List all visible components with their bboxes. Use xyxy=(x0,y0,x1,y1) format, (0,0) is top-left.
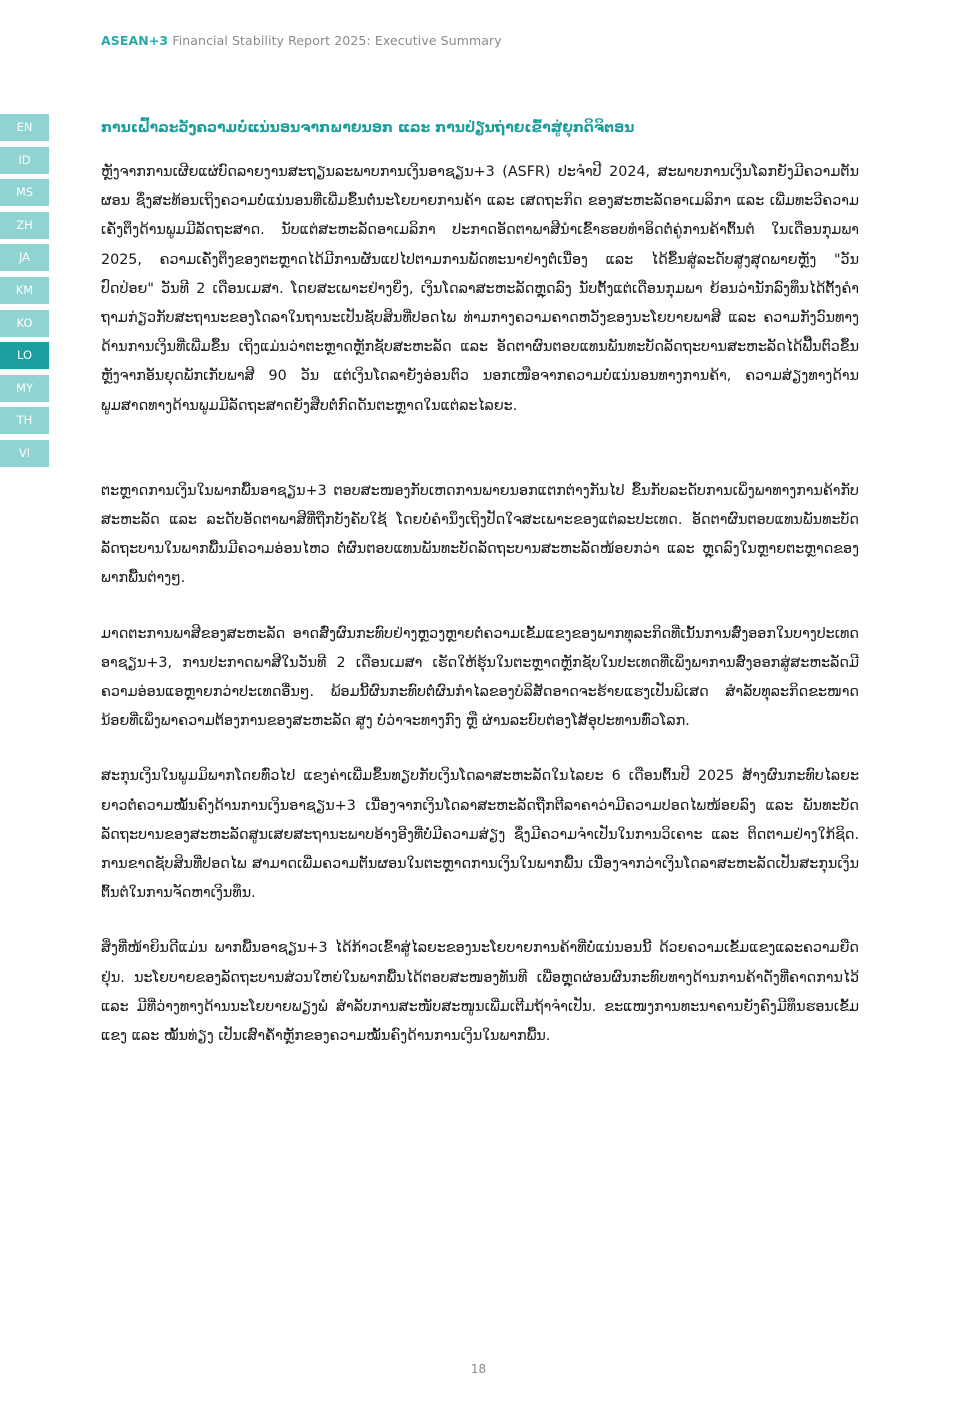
body-paragraph-3: ມາດຕະການພາສີຂອງສະຫະລັດ ອາດສົ່ງຜົນກະທົບຢ່າງຫຼວງຫຼາຍຕໍ່ຄວາມເຂັ້ມແຂງຂອງພາກທຸລະກິດທີ່ເນັ້ນການສົ່ງອອກໃນບາງປະເທດອາຊຽນ+3, ການປະກາດພາສີໃນວັນທີ 2 ເດືອນເມສາ ເຮັດໃຫ້ຮຸ້ນໃນຕະຫຼາດຫຼັກຊັບໃນປະເທດທີ່ເພິ່ງພາການສົ່ງອອກສູ່ສະຫະລັດມີຄວາມອ່ອນແອຫຼາຍກວ່າປະເທດອື່ນໆ. ພ້ອມນີ້ຜົນກະທົບຕໍ່ຜົນກໍາໄລຂອງບໍລິສັດອາດຈະຮ້າຍແຮງເປັນພິເສດ ສໍາລັບທຸລະກິດຂະໜາດນ້ອຍທີ່ເພິ່ງພາຄວາມຕ້ອງການຂອງສະຫະລັດ ສູງ ບໍ່ວ່າຈະທາງກົງ ຫຼື ຜ່ານລະບົບຕ່ອງໂສ້ອຸປະທານທົ່ວໂລກ. xyxy=(101,625,859,730)
section-heading: ການເຝົ້າລະວັງຄວາມບໍ່ແນ່ນອນຈາກພາຍນອກ ແລະ ການປ່ຽນຖ່າຍເຂົ້າສູ່ຍຸກດິຈິຕອນ xyxy=(101,120,635,136)
lang-tab-zh[interactable]: ZH xyxy=(0,212,49,239)
body-paragraph-4: ສະກຸນເງິນໃນພູມມິພາກໂດຍທົ່ວໄປ ແຂງຄ່າເພີ່ມຂຶ້ນທຽບກັບເງິນໂດລາສະຫະລັດໃນໄລຍະ 6 ເດືອນຕົ້ນປີ 2025 ສ້າງຜົນກະທົບໄລຍະຍາວຕໍ່ຄວາມໝັ້ນຄົງດ້ານການເງິນອາຊຽນ+3 ເນື່ອງຈາກເງິນໂດລາສະຫະລັດຖືກຕີລາຄາວ່າມີຄວາມປອດໄພໜ້ອຍລົງ ແລະ ພັນທະບັດລັດຖະບານຂອງສະຫະລັດສູນເສຍສະຖານະພາບອ້າງອີງທີ່ບໍ່ມີຄວາມສ່ຽງ ຊຶ່ງມີຄວາມຈໍາເປັນໃນການວິເຄາະ ແລະ ຕິດຕາມຢ່າງໃກ້ຊິດ. ການຂາດຊັບສິນທີ່ປອດໄພ ສາມາດເພີ່ມຄວາມຕັນຜອນໃນຕະຫຼາດການເງິນໃນພາກພື້ນ ເນື່ອງຈາກວ່າເງິນໂດລາສະຫະລັດເປັນສະກຸນເງິນຕົ້ນຕໍໃນການຈັດຫາເງິນທຶນ. xyxy=(101,768,859,902)
lang-tab-th[interactable]: TH xyxy=(0,407,49,434)
language-nav xyxy=(0,114,49,473)
running-header xyxy=(101,33,502,48)
report-title: Financial Stability Report 2025: Executive Summary xyxy=(172,33,502,48)
lang-tab-ms[interactable]: MS xyxy=(0,179,49,206)
lang-tab-en[interactable]: EN xyxy=(0,114,49,141)
lang-tab-vi[interactable]: VI xyxy=(0,440,49,467)
lang-tab-km[interactable]: KM xyxy=(0,277,49,304)
body-paragraph-1: ຫຼັງຈາກການເຜີຍແຜ່ບົດລາຍງານສະຖຽນລະພາບການເງິນອາຊຽນ+3 (ASFR) ປະຈໍາປີ 2024, ສະພາບການເງິນໂລກຍັງມີຄວາມຕັນຜອນ ຊຶ່ງສະທ້ອນເຖິງຄວາມບໍ່ແນ່ນອນທີ່ເພີ່ມຂຶ້ນຕໍ່ນະໂຍບາຍການຄ້າ ແລະ ເສດຖະກິດ ຂອງສະຫະລັດອາເມລິກາ ແລະ ເພີ່ມທະວີຄວາມເຄັ່ງຕຶງດ້ານພູມມີລັດຖະສາດ. ນັບແຕ່ສະຫະລັດອາເມລິກາ ປະກາດອັດຕາພາສີນໍາເຂົ້າຮອບທໍາອິດຕໍ່ຄູ່ການຄ້າຕົ້ນຕໍ ໃນເດືອນກຸມພາ 2025, ຄວາມເຄັ່ງຕຶງຂອງຕະຫຼາດໄດ້ມີການຜັນແປໄປຕາມການພັດທະນາຢ່າງຕໍ່ເນື່ອງ ແລະ ໄດ້ຂຶ້ນສູ່ລະດັບສູງສຸດພາຍຫຼັງ "ວັນປົດປ່ອຍ" ວັນທີ 2 ເດືອນເມສາ. ໂດຍສະເພາະຢ່າງຍິ່ງ, ເງິນໂດລາສະຫະລັດຫຼຸດລົງ ນັບຕັ້ງແຕ່ເດືອນກຸມພາ ຍ້ອນວ່ານັກລົງທຶນໄດ້ຕັ້ງຄໍາຖາມກ່ຽວກັບສະຖານະຂອງໂດລາໃນຖານະເປັນຊັບສິນທີ່ປອດໄພ ທ່າມກາງຄວາມຄາດຫວັງຂອງນະໂຍບາຍພາສີ ແລະ ຄວາມກັງວົນທາງດ້ານການເງິນທີ່ເພີ່ມຂຶ້ນ ເຖິງແມ່ນວ່າຕະຫຼາດຫຼັກຊັບສະຫະລັດ ແລະ ອັດຕາຜົນຕອບແທນພັນທະບັດລັດຖະບານສະຫະລັດໄດ້ຟື້ນຕົວຂຶ້ນຫຼັງຈາກອັນຍຸດພັກເກັບພາສີ 90 ວັນ ແຕ່ເງິນໂດລາຍັງອ່ອນຕົວ ນອກເໜືອຈາກຄວາມບໍ່ແນ່ນອນທາງການຄ້າ, ຄວາມສ່ຽງທາງດ້ານພູມສາດທາງດ້ານພູມມີລັດຖະສາດຍັງສືບຕໍ່ກົດດັນຕະຫຼາດໃນແຕ່ລະໄລຍະ. xyxy=(101,164,859,414)
lang-tab-ja[interactable]: JA xyxy=(0,244,49,271)
body-paragraph-5: ສິ່ງທີ່ໜ້າຍິນດີແມ່ນ ພາກພື້ນອາຊຽນ+3 ໄດ້ກ້າວເຂົ້າສູ່ໄລຍະຂອງນະໂຍບາຍການຄ້າທີ່ບໍ່ແນ່ນອນນີ້ ດ້ວຍຄວາມເຂັ້ມແຂງແລະຄວາມຍືດຢຸ່ນ. ນະໂຍບາຍຂອງລັດຖະບານສ່ວນໃຫຍ່ໃນພາກພື້ນໄດ້ຕອບສະໜອງທັນທີ ເພື່ອຫຼຸດຜ່ອນຜົນກະທົບທາງດ້ານການຄ້າດັ່ງທີ່ຄາດການໄວ້ ແລະ ມີທີ່ວ່າງທາງດ້ານນະໂຍບາຍພຽງພໍ ສໍາລັບການສະໜັບສະໜູນເພີ່ມເຕີມຖ້າຈໍາເປັນ. ຂະແໜງການທະນາຄານຍັງຄົງມີທຶນຮອນເຂັ້ມແຂງ ແລະ ໝັ້ນທ່ຽງ ເປັນເສົາຄໍ້າຫຼັກຂອງຄວາມໝັ້ນຄົງດ້ານການເງິນໃນພາກພື້ນ. xyxy=(101,940,859,1045)
lang-tab-lo[interactable]: LO xyxy=(0,342,49,369)
report-brand: ASEAN+3 xyxy=(101,33,169,48)
lang-tab-my[interactable]: MY xyxy=(0,375,49,402)
page-number: 18 xyxy=(470,1362,487,1376)
lang-tab-ko[interactable]: KO xyxy=(0,310,49,337)
lang-tab-id[interactable]: ID xyxy=(0,147,49,174)
body-paragraph-2: ຕະຫຼາດການເງິນໃນພາກພື້ນອາຊຽນ+3 ຕອບສະໜອງກັບເຫດການພາຍນອກແຕກຕ່າງກັນໄປ ຂຶ້ນກັບລະດັບການເພິ່ງພາທາງການຄ້າກັບສະຫະລັດ ແລະ ລະດັບອັດຕາພາສີທີ່ຖືກບັງຄັບໃຊ້ ໂດຍບໍ່ຄໍານຶງເຖິງປັດໃຈສະເພາະຂອງແຕ່ລະປະເທດ. ອັດຕາຜົນຕອບແທນພັນທະບັດລັດຖະບານໃນພາກພື້ນມີຄວາມອ່ອນໄຫວ ຕໍ່ຜົນຕອບແທນພັນທະບັດລັດຖະບານສະຫະລັດໜ້ອຍກວ່າ ແລະ ຫຼຸດລົງໃນຫຼາຍຕະຫຼາດຂອງພາກພື້ນຕ່າງໆ. xyxy=(101,482,859,587)
section-body xyxy=(101,158,859,1077)
